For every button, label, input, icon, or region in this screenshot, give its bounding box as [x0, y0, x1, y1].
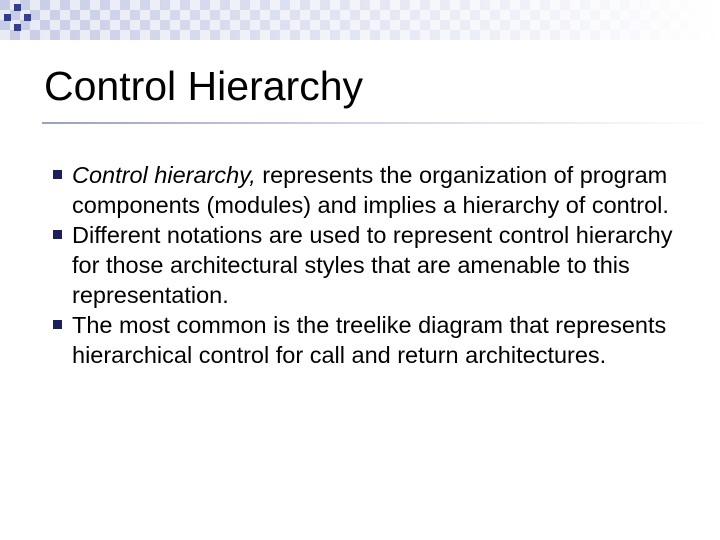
- square-bullet-icon: [53, 230, 62, 239]
- square-bullet-icon: [53, 320, 62, 329]
- bullet-item: [52, 160, 692, 220]
- decorative-checker-band: [0, 0, 720, 42]
- bullet-text: Different notations are used to represent control hierarchy for those architectural styles that are amenable to this representation.: [72, 222, 673, 308]
- bullet-text: represents the organization of program components (modules) and implies a hierarchy of control.: [72, 162, 669, 218]
- title-underline: [42, 122, 720, 124]
- bullet-list: [52, 160, 692, 370]
- bullet-lead-text: Control hierarchy,: [72, 162, 256, 188]
- bullet-text: The most common is the treelike diagram that represents hierarchical control for call and return architectures.: [72, 312, 667, 368]
- bullet-item: [52, 310, 692, 370]
- slide-title: Control Hierarchy: [44, 63, 363, 109]
- bullet-item: [52, 220, 692, 310]
- square-bullet-icon: [53, 170, 62, 179]
